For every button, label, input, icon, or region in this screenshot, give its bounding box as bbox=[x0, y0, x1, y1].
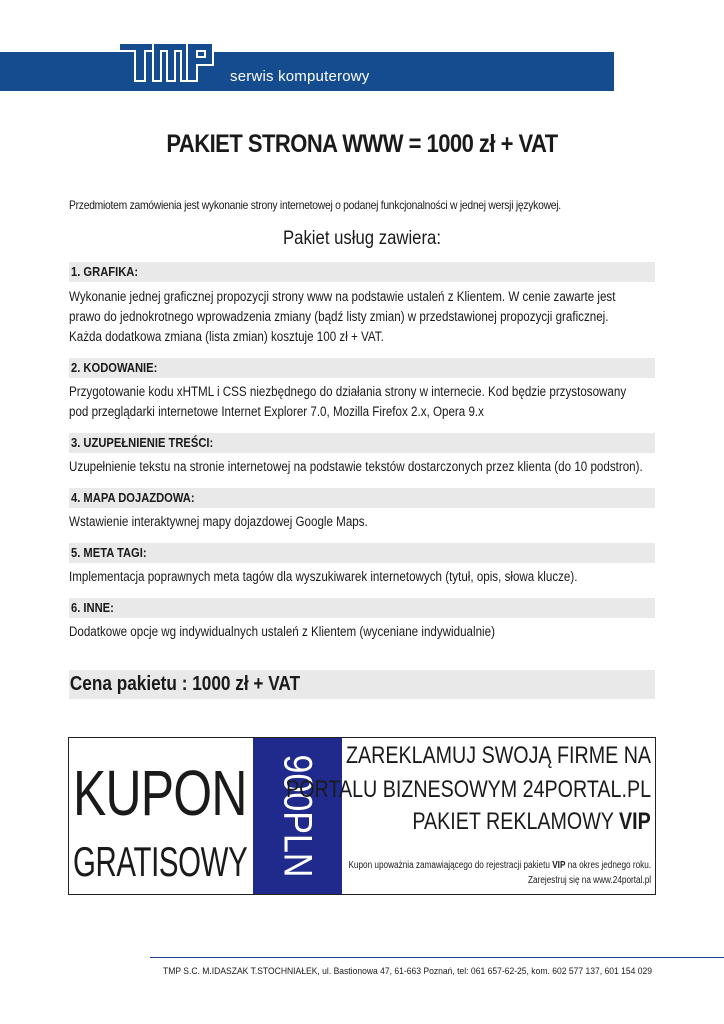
section-body-meta bbox=[69, 567, 671, 587]
coupon-note-vip: VIP bbox=[552, 860, 566, 871]
page-title: PAKIET STRONA WWW = 1000 zł + VAT bbox=[166, 130, 558, 158]
coupon-note-text: na okres jednego roku. bbox=[565, 860, 651, 871]
coupon-headline-1: ZAREKLAMUJ SWOJĄ FIRME NA bbox=[345, 742, 651, 769]
price-bar bbox=[69, 670, 655, 699]
section-body-kodowanie bbox=[69, 382, 671, 422]
section-text-line: prawo do jednokrotnego wprowadzenia zmiany (bądź listy zmian) w przedstawionej propozycji graficznej. bbox=[69, 309, 609, 324]
coupon-value-panel bbox=[253, 738, 342, 894]
section-text-line: Przygotowanie kodu xHTML i CSS niezbędnego do działania strony w internecie. Kod będzie przystosowany bbox=[69, 384, 627, 399]
coupon-note-2: Zarejestruj się na www.24portal.pl bbox=[527, 875, 651, 886]
coupon-note-text: Kupon upoważnia zamawiającego do rejestracji pakietu bbox=[348, 860, 553, 871]
footer-contact: TMP S.C. M.IDASZAK T.STOCHNIAŁEK, ul. Bastionowa 47, 61-663 Poznań, tel: 061 657-62-25, kom. 602 577 137, 601 154 029 bbox=[163, 966, 653, 977]
package-price: Cena pakietu : 1000 zł + VAT bbox=[69, 673, 301, 695]
section-text-line: Uzupełnienie tekstu na stronie internetowej na podstawie tekstów dostarczonych przez klienta (do 10 podstron). bbox=[69, 459, 643, 474]
section-heading-label: 6. INNE: bbox=[71, 600, 114, 615]
intro-text: Przedmiotem zamówienia jest wykonanie strony internetowej o podanej funkcjonalności w jednej wersji językowej. bbox=[69, 198, 561, 212]
coupon-vip-label: VIP bbox=[619, 808, 651, 835]
section-heading-label: 1. GRAFIKA: bbox=[71, 264, 139, 279]
section-heading-label: 4. MAPA DOJAZDOWA: bbox=[71, 490, 195, 505]
coupon-box bbox=[68, 737, 656, 895]
coupon-headline-3 bbox=[413, 808, 651, 836]
section-heading-label: 5. META TAGI: bbox=[71, 545, 147, 560]
section-heading-label: 3. UZUPEŁNIENIE TREŚCI: bbox=[71, 435, 214, 450]
section-heading-uzupelnienie bbox=[69, 433, 655, 453]
coupon-value: 900PLN bbox=[275, 754, 320, 878]
company-logo bbox=[117, 37, 217, 83]
header-tagline: serwis komputerowy bbox=[230, 68, 370, 85]
coupon-headline-2: PORTALU BIZNESOWYM 24PORTAL.PL bbox=[286, 776, 651, 803]
section-heading-kodowanie bbox=[69, 358, 655, 378]
section-heading-inne bbox=[69, 598, 655, 618]
section-text-line: pod przeglądarki internetowe Internet Explorer 7.0, Mozilla Firefox 2.x, Opera 9.x bbox=[69, 404, 484, 419]
section-heading-mapa bbox=[69, 488, 655, 508]
section-text-line: Wstawienie interaktywnej mapy dojazdowej Google Maps. bbox=[69, 514, 368, 529]
section-text-line: Dodatkowe opcje wg indywidualnych ustaleń z Klientem (wyceniane indywidualnie) bbox=[69, 624, 495, 639]
section-heading-grafika bbox=[69, 262, 655, 282]
coupon-note-1 bbox=[348, 860, 651, 871]
coupon-title: KUPON bbox=[73, 757, 247, 829]
section-text-line: Wykonanie jednej graficznej propozycji strony www na podstawie ustaleń z Klientem. W cenie zawarte jest bbox=[69, 289, 616, 304]
services-heading: Pakiet usług zawiera: bbox=[282, 228, 441, 249]
section-text-line: Każda dodatkowa zmiana (lista zmian) kosztuje 100 zł + VAT. bbox=[69, 329, 384, 344]
section-heading-meta bbox=[69, 543, 655, 563]
section-body-inne bbox=[69, 622, 671, 642]
coupon-package-label: PAKIET REKLAMOWY bbox=[412, 808, 620, 835]
coupon-subtitle: GRATISOWY bbox=[73, 838, 248, 885]
section-body-mapa bbox=[69, 512, 671, 532]
section-body-uzupelnienie bbox=[69, 457, 671, 477]
footer-divider bbox=[150, 957, 724, 958]
section-body-grafika bbox=[69, 287, 671, 347]
section-heading-label: 2. KODOWANIE: bbox=[71, 360, 158, 375]
section-text-line: Implementacja poprawnych meta tagów dla wyszukiwarek internetowych (tytuł, opis, słowa klucze). bbox=[69, 569, 578, 584]
